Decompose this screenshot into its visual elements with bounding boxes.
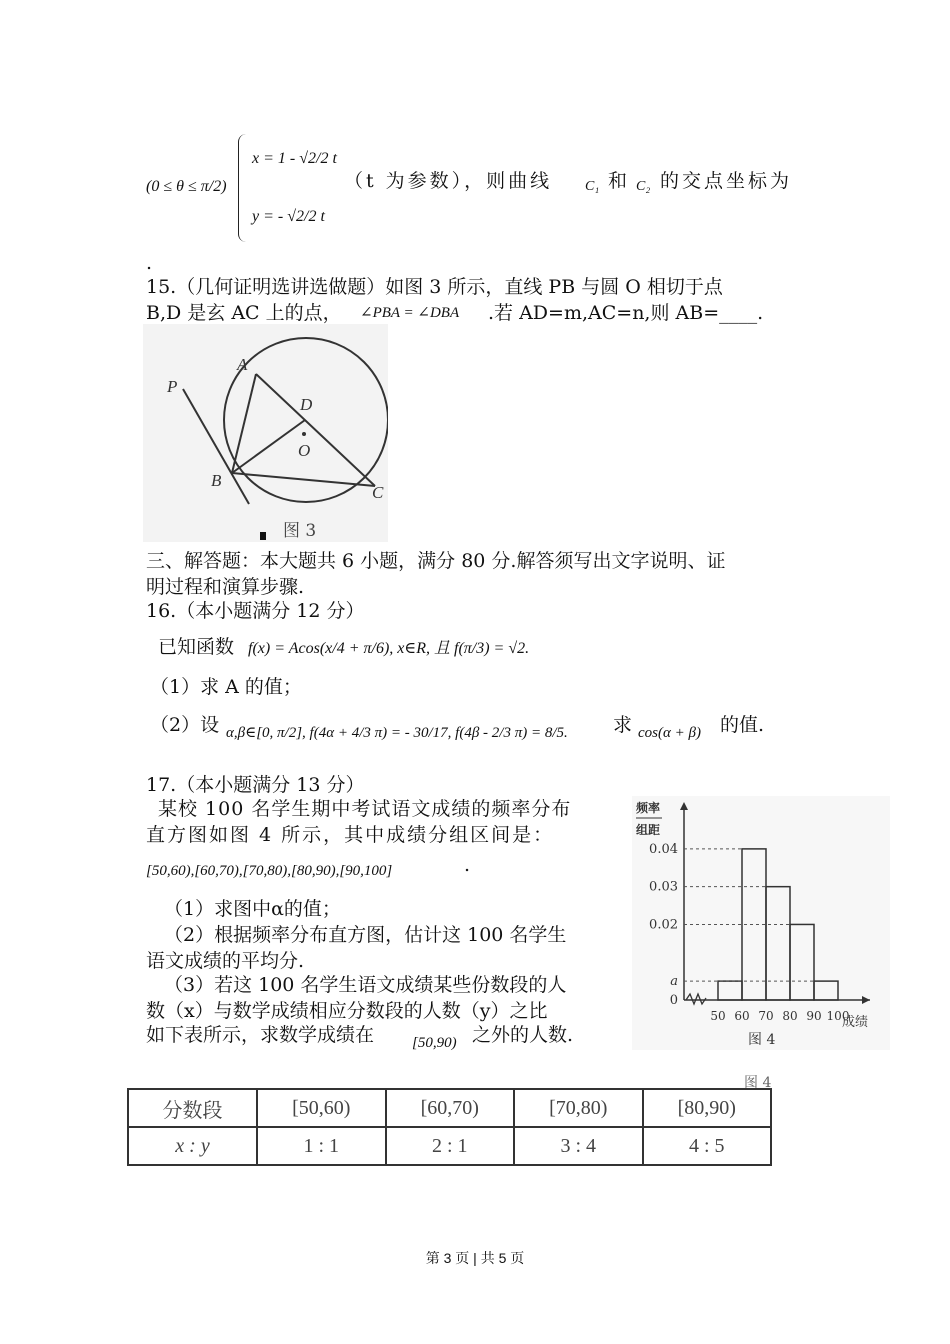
ylabel-bottom: 组距 [636,823,661,837]
q17-part3-line3-suffix: 之外的人数. [472,1024,574,1046]
q16-part2-prefix: （2）设 [150,714,220,736]
q17-part2-line1: （2）根据频率分布直方图，估计这 100 名学生 [164,924,567,946]
intersection-text: 的交点坐标为 [660,170,793,192]
q16-part2-suffix: 的值. [720,714,765,736]
histogram-bar [790,924,814,1000]
y-tick-label: 0.03 [649,879,678,895]
segment-ac [256,374,375,486]
label-c: C [372,483,384,502]
q16-part2-mid: 求 [613,714,633,736]
ratio-cell: 4 : 5 [643,1127,772,1165]
header-cell: [60,70) [386,1089,515,1127]
x-axis-arrow [862,996,870,1004]
y-axis-arrow [680,802,688,810]
ratio-cell: 1 : 1 [257,1127,386,1165]
figure-3-caption: 图 3 [283,521,317,541]
ratio-cell: 2 : 1 [386,1127,515,1165]
param-note: （t 为参数），则曲线 [344,170,553,192]
figure-4-caption: 图 4 [748,1032,776,1048]
histogram-bar [766,887,790,1000]
header-label-cell: 分数段 [128,1089,257,1127]
axis-break [686,994,706,1004]
q17-interval-dot: . [464,854,471,876]
section3-line2: 明过程和演算步骤. [146,576,305,598]
xlabel: 成绩 [842,1015,869,1030]
label-b: B [211,471,222,490]
param-y-equation: y = - √2/2 t [252,208,325,225]
q17-intervals: [50,60),[60,70),[70,80),[80,90),[90,100] [146,863,393,879]
x-tick-label: 100 [826,1009,850,1023]
q17-part3-line1: （3）若这 100 名学生语文成绩某些份数段的人 [164,974,567,996]
y-tick-label: a [670,974,678,990]
q16-given-formula: f(x) = Acos(x/4 + π/6), x∈R, 且 f(π/3) = √2. [248,640,530,657]
label-d: D [300,395,313,414]
q16-part1: （1）求 A 的值； [150,676,302,698]
y-tick-label: 0 [669,993,678,1008]
figure-3-circle-diagram [143,324,388,542]
q16-part2-formula: α,β∈[0, π/2], f(4α + 4/3 π) = - 30/17, f(4β - 2/3 π) = 8/5. [226,725,568,741]
table-ratio-row [128,1127,771,1165]
x-tick-label: 50 [710,1009,726,1023]
ratio-table [127,1088,772,1166]
param-x-equation: x = 1 - √2/2 t [252,150,337,167]
header-cell: [70,80) [514,1089,643,1127]
q17-part2-line2: 语文成绩的平均分. [146,950,305,972]
histogram-bar [718,981,742,1000]
x-tick-label: 70 [758,1009,774,1023]
table-header-row [128,1089,771,1127]
q16-given-prefix: 已知函数 [158,636,235,658]
x-tick-label: 80 [782,1009,798,1023]
center-dot [302,432,306,436]
header-cell: [80,90) [643,1089,772,1127]
q17-intro2: 直方图如图 4 所示，其中成绩分组区间是： [146,824,555,846]
label-o: O [298,441,311,460]
q17-part3-line2: 数（x）与数学成绩相应分数段的人数（y）之比 [146,1000,548,1022]
y-tick-label: 0.04 [649,841,678,857]
section3-line1: 三、解答题：本大题共 6 小题，满分 80 分.解答须写出文字说明、证 [146,550,726,572]
q17-intro1: 某校 100 名学生期中考试语文成绩的频率分布 [158,798,572,820]
q17-title: 17.（本小题满分 13 分） [146,774,365,796]
curve-c1: C₁ [585,179,600,194]
x-tick-label: 90 [806,1009,822,1023]
system-brace [238,134,253,242]
angle-equality: ∠PBA = ∠DBA [360,305,460,321]
row-label-cell: x : y [128,1127,257,1165]
figure-4-histogram [632,796,890,1050]
header-cell: [50,60) [257,1089,386,1127]
q15-line1: 15.（几何证明选讲选做题）如图 3 所示，直线 PB 与圆 O 相切于点 [146,276,723,298]
q16-part2-target: cos(α + β) [638,725,701,741]
q17-part1: （1）求图中α的值； [164,898,341,920]
theta-range: (0 ≤ θ ≤ π/2) [146,178,227,195]
q14-period: . [146,252,153,274]
histogram-bar [814,981,838,1000]
q16-title: 16.（本小题满分 12 分） [146,600,365,622]
and-text: 和 [608,170,628,192]
y-tick-label: 0.02 [649,917,678,933]
ylabel-top: 频率 [636,801,661,815]
ratio-cell: 3 : 4 [514,1127,643,1165]
q17-part3-line3-prefix: 如下表所示，求数学成绩在 [146,1024,375,1046]
x-tick-label: 60 [734,1009,750,1023]
table-corner-fragment: 图 4 [744,1075,772,1091]
q15-line2-a: B,D 是玄 AC 上的点， [146,302,342,324]
curve-c2: C₂ [636,179,651,194]
page-footer: 第 3 页 | 共 5 页 [425,1250,525,1266]
label-p: P [167,377,178,396]
q15-line2-b: .若 AD=m,AC=n,则 AB=____. [488,302,764,324]
label-a: A [237,355,248,374]
q17-part3-interval: [50,90) [412,1035,457,1051]
